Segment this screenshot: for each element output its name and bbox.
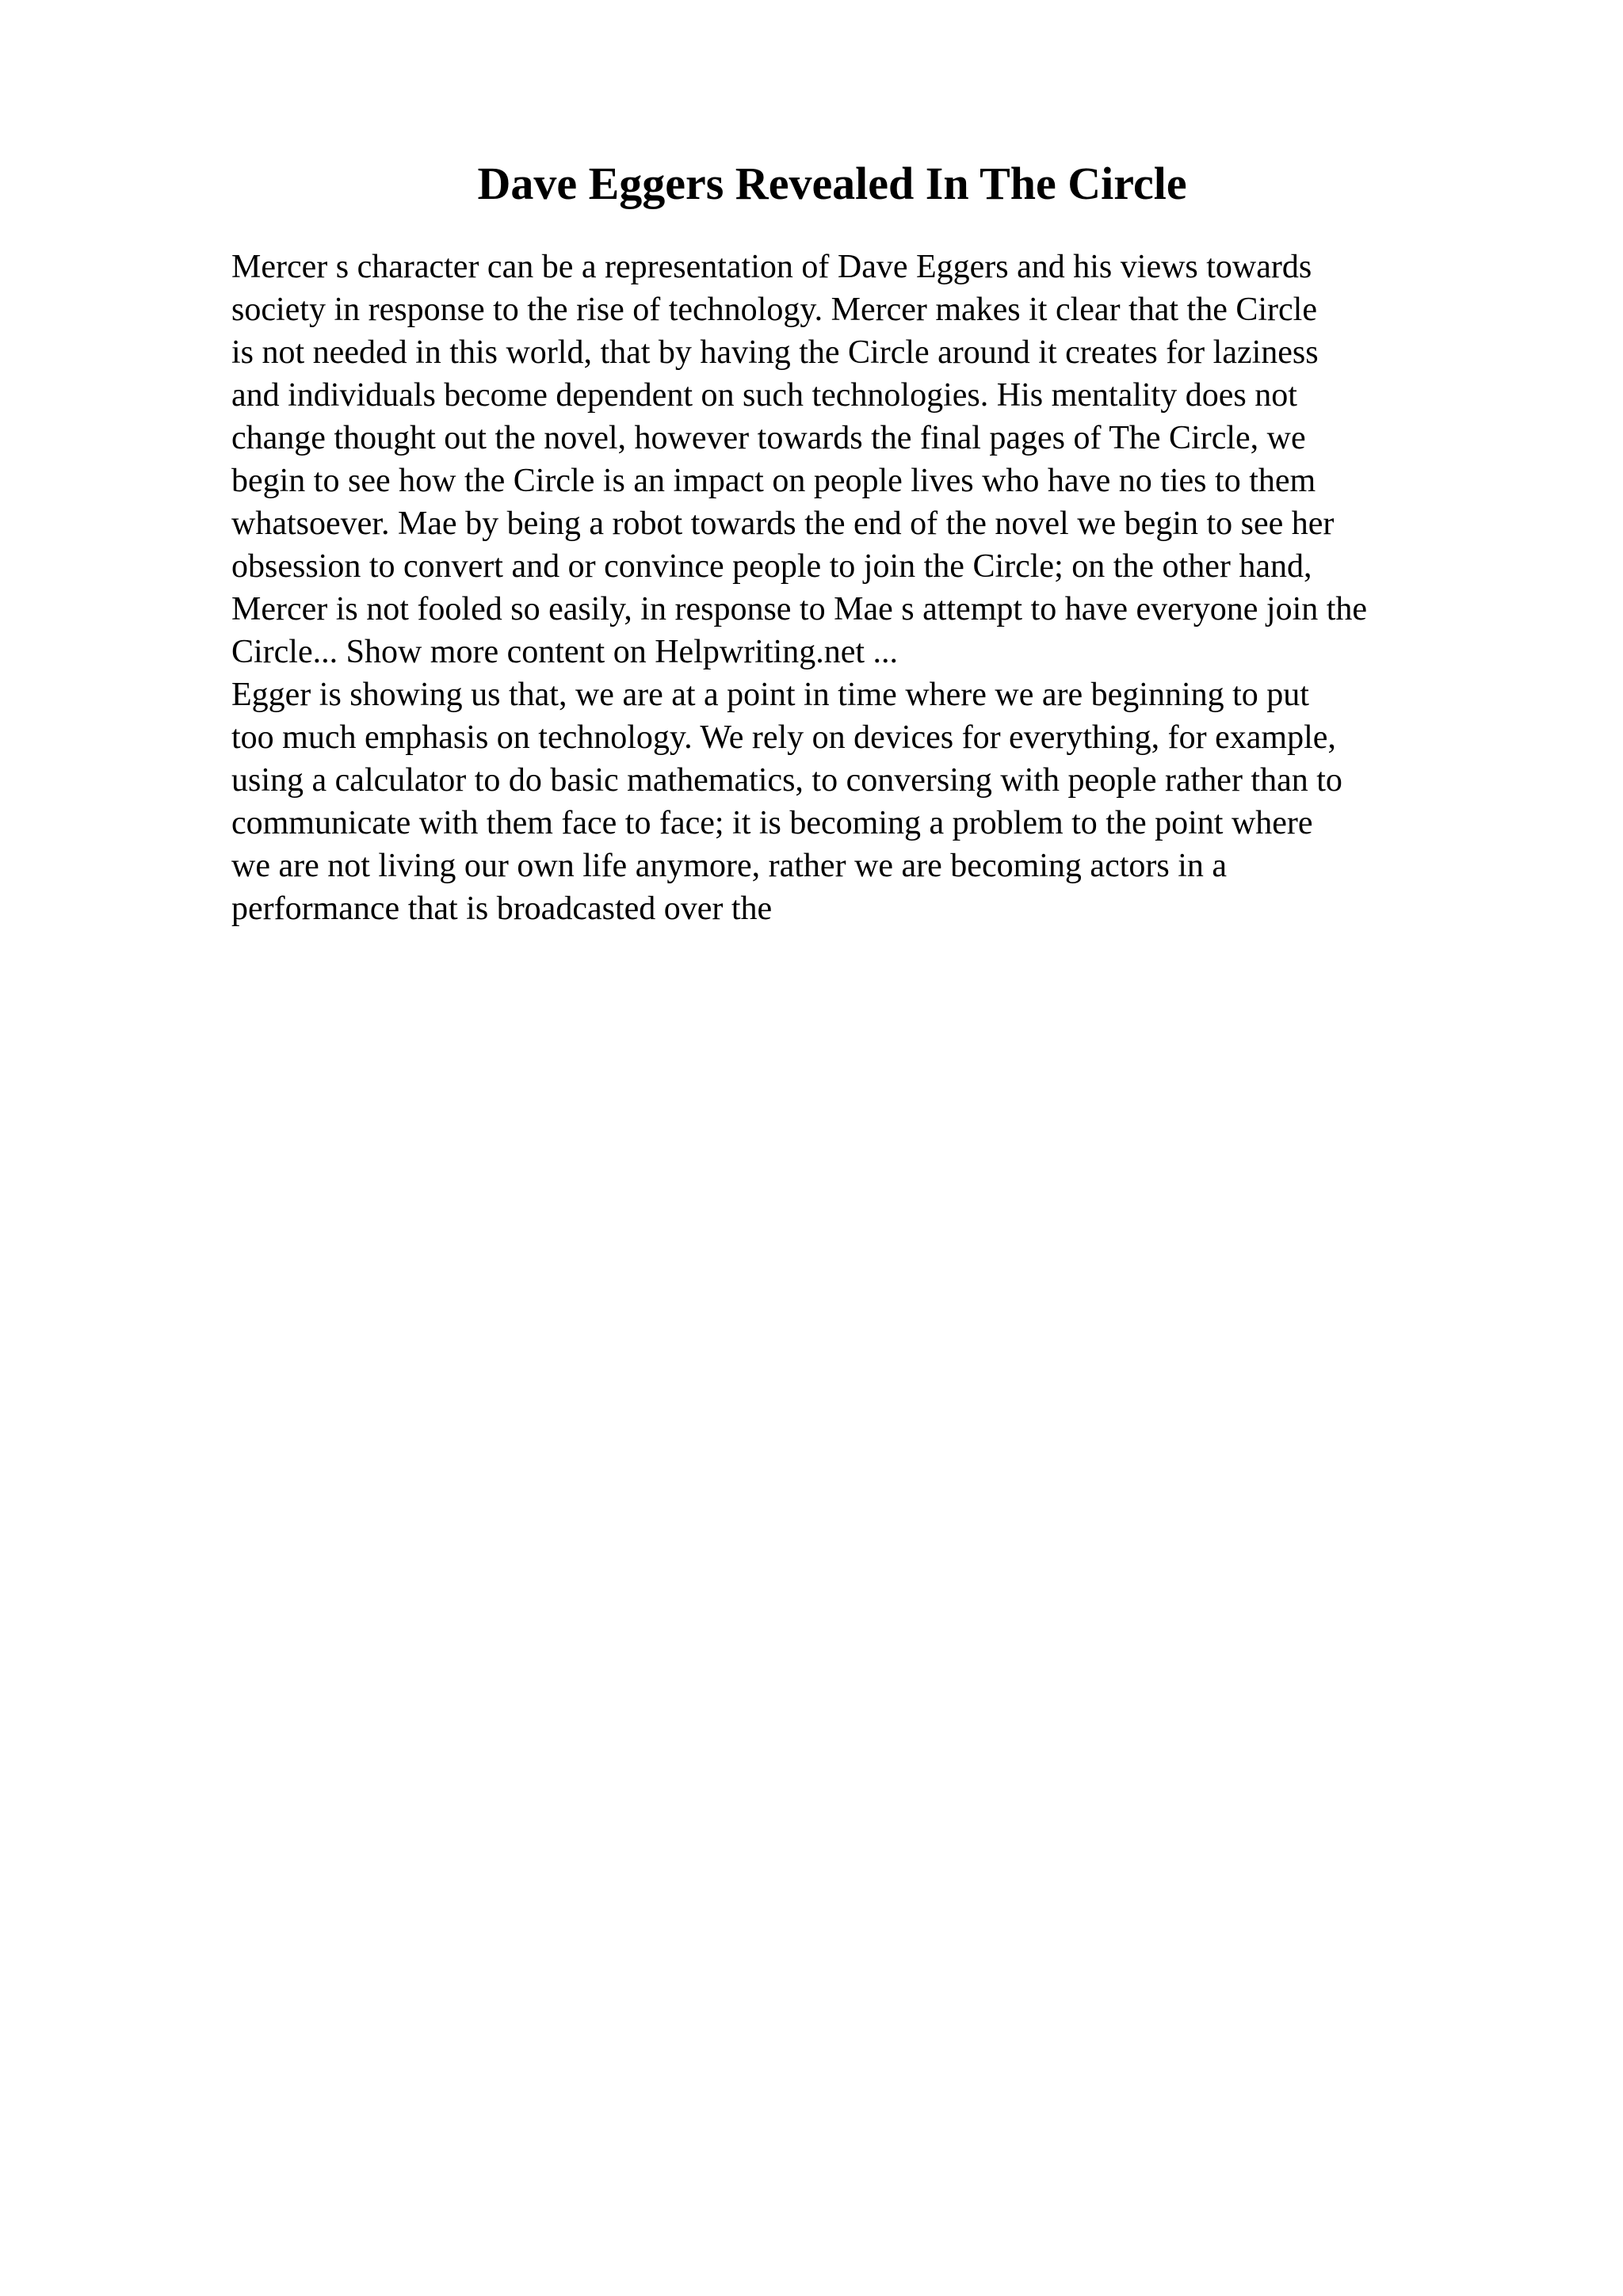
document-title: Dave Eggers Revealed In The Circle (477, 158, 1187, 209)
body-line: obsession to convert and or convince people to join the Circle; on the other hand, (231, 548, 1312, 585)
body-line: Mercer is not fooled so easily, in response to Mae s attempt to have everyone join the (231, 591, 1368, 627)
body-line: whatsoever. Mae by being a robot towards the end of the novel we begin to see her (231, 505, 1335, 542)
body-line: Mercer s character can be a representation of Dave Eggers and his views towards (231, 249, 1312, 285)
body-line: and individuals become dependent on such technologies. His mentality does not (231, 377, 1297, 414)
body-line: Circle... Show more content on Helpwriting.net ... (231, 634, 899, 670)
body-line: Egger is showing us that, we are at a point in time where we are beginning to put (231, 677, 1309, 713)
body-line: too much emphasis on technology. We rely on devices for everything, for example, (231, 719, 1336, 756)
body-line: communicate with them face to face; it is becoming a problem to the point where (231, 805, 1313, 841)
body-line: society in response to the rise of technology. Mercer makes it clear that the Circle (231, 292, 1317, 328)
body-line: is not needed in this world, that by having the Circle around it creates for laziness (231, 334, 1319, 371)
body-line: using a calculator to do basic mathematics, to conversing with people rather than to (231, 762, 1342, 799)
body-line: begin to see how the Circle is an impact on people lives who have no ties to them (231, 463, 1316, 499)
body-line: performance that is broadcasted over the (231, 891, 773, 927)
body-line: change thought out the novel, however towards the final pages of The Circle, we (231, 420, 1306, 456)
document-body (231, 246, 1515, 930)
body-line: we are not living our own life anymore, rather we are becoming actors in a (231, 848, 1228, 884)
